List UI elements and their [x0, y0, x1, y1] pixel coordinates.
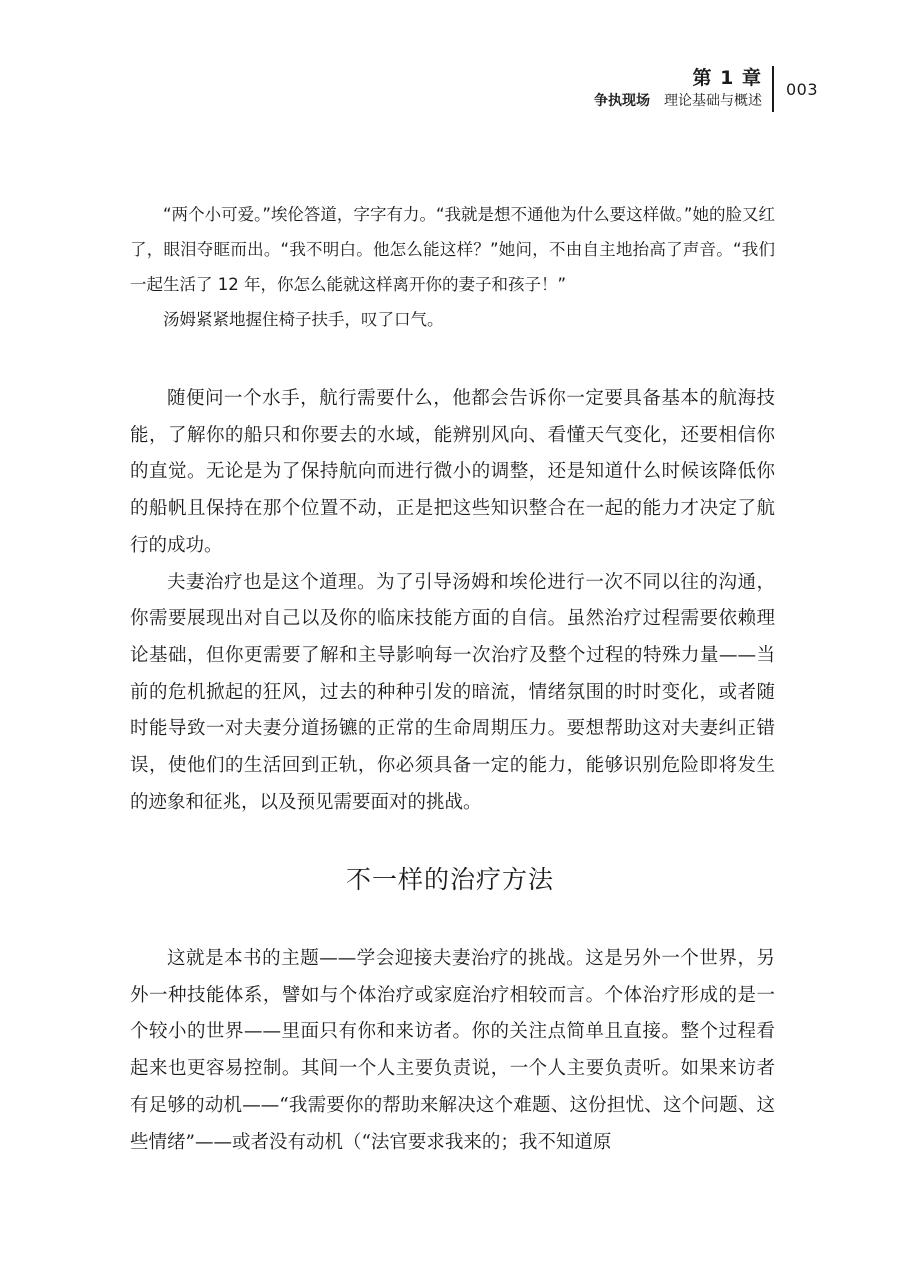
body-paragraph: 夫妻治疗也是这个道理。为了引导汤姆和埃伦进行一次不同以往的沟通，你需要展现出对自己以及你的临床技能方面的自信。虽然治疗过程需要依赖理论基础，但你更需要了解和主导影响每一次治疗及整个过程的特殊力量——当前的危机掀起的狂风，过去的种种引发的暗流，情绪氛围的时时变化，或者随时能导致一对夫妻分道扬镳的正常的生命周期压力。要想帮助这对夫妻纠正错误，使他们的生活回到正轨，你必须具备一定的能力，能够识别危险即将发生的迹象和征兆，以及预见需要面对的挑战。: [130, 571, 775, 813]
chapter-subtitle-main: 争执现场: [594, 93, 650, 109]
body-section-1: [130, 381, 775, 821]
chapter-subtitle: [594, 91, 762, 111]
dialogue-paragraph: 汤姆紧紧地握住椅子扶手，叹了口气。: [163, 310, 444, 329]
dialogue-block: [130, 197, 775, 337]
body-paragraph: 这就是本书的主题——学会迎接夫妻治疗的挑战。这是另外一个世界，另外一种技能体系，譬如与个体治疗或家庭治疗相较而言。个体治疗形成的是一个较小的世界——里面只有你和来访者。你的关注点简单且直接。整个过程看起来也更容易控制。其间一个人主要负责说，一个人主要负责听。如果来访者有足够的动机——“我需要你的帮助来解决这个难题、这份担忧、这个问题、这些情绪”——或者没有动机（“法官要求我来的；我不知道原: [130, 948, 775, 1153]
page-number: 003: [786, 80, 819, 99]
chapter-subtitle-sub: 理论基础与概述: [664, 93, 762, 109]
section-heading: 不一样的治疗方法: [345, 865, 554, 894]
dialogue-paragraph: “两个小可爱。”埃伦答道，字字有力。“我就是想不通他为什么要这样做。”她的脸又红了，眼泪夺眶而出。“我不明白。他怎么能这样？”她问，不由自主地抬高了声音。“我们一起生活了 12 年，你怎么能就这样离开你的妻子和孩子！”: [130, 205, 775, 294]
body-section-2: [130, 941, 775, 1161]
header-divider: [772, 66, 774, 112]
chapter-label: 第 1 章: [692, 67, 762, 89]
body-paragraph: 随便问一个水手，航行需要什么，他都会告诉你一定要具备基本的航海技能，了解你的船只和你要去的水域，能辨别风向、看懂天气变化，还要相信你的直觉。无论是为了保持航向而进行微小的调整，还是知道什么时候该降低你的船帆且保持在那个位置不动，正是把这些知识整合在一起的能力才决定了航行的成功。: [130, 388, 775, 556]
chapter-info: [594, 66, 762, 111]
running-header: [0, 66, 900, 116]
